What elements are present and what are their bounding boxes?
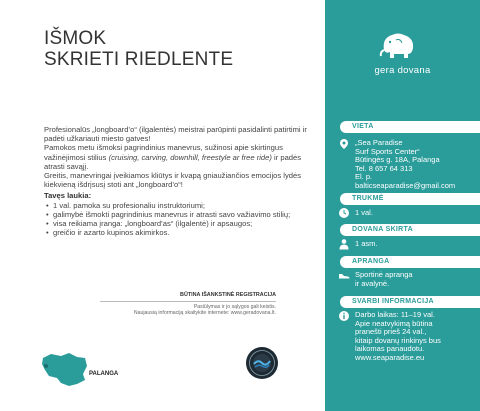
info-line: Surf Sports Center“ [355,146,420,156]
section-header-dovana: DOVANA SKIRTA [340,224,480,236]
section-trukme-value: 1 val. [355,208,373,217]
list-item: • galimybė išmokti pagrindinius manevrus ir atrasti savo važiavimo stilių; [53,210,310,219]
info-line: ir avalynė. [355,278,390,288]
registration-line: Naujausią informaciją skaitykite internete: www.geradovana.lt. [133,310,276,317]
registration-heading: BŪTINA IŠANKSTINĖ REGISTRACIJA [100,292,276,302]
clock-icon [338,207,350,219]
elephant-logo-icon [378,30,418,60]
section-header-trukme: TRUKMĖ [340,193,480,205]
title-line-1: IŠMOK [44,28,107,49]
info-line: pranešti prieš 24 val., [355,327,427,337]
info-line: El. p. [355,172,373,182]
lithuania-map-icon [41,352,89,388]
description-body [44,125,310,237]
email-link[interactable]: balticseaparadise@gmail.com [355,180,456,190]
section-header-vieta: VIETA [340,121,480,133]
person-icon [338,238,350,250]
registration-note [100,292,276,317]
list-item: • greičio ir azarto kupinos akimirkos. [53,228,310,237]
includes-title: Tavęs laukia: [44,191,92,201]
info-line: laikomas panaudotu. [355,344,425,354]
section-vieta-content [355,139,455,191]
list-item: • visa reikiama įranga: „longboard’as“ (ilgalentė) ir apsaugos; [53,219,310,228]
info-line: „Sea Paradise [355,138,403,147]
info-line: Būtingės g. 18A, Palanga [355,155,440,165]
brand-name: gera dovana [374,65,431,76]
styles-list: (cruising, carving, downhill, freestyle ar free ride) [108,152,272,162]
includes-list [44,201,310,238]
section-header-apranga: APRANGA [340,256,480,268]
page-title [44,28,233,70]
info-line: Tel. 8 657 64 313 [355,163,413,173]
section-apranga-content [355,271,413,288]
info-line: kitaip dovanų rinkinys bus [355,335,441,345]
list-item: • 1 val. pamoka su profesionaliu instruktoriumi; [53,201,310,210]
website-link[interactable]: www.seaparadise.eu [355,352,425,362]
sneaker-icon [338,269,350,281]
location-icon [338,138,350,150]
title-line-2: SKRIETI RIEDLENTE [44,49,234,70]
info-line: Darbo laikas: 11–19 val. [355,310,435,319]
seal-badge-icon [245,346,279,380]
info-icon [338,310,350,322]
section-svarbi-content [355,311,441,363]
section-header-svarbi: SVARBI INFORMACIJA [340,296,480,308]
info-line: Apie neatvykimą būtina [355,318,433,328]
description-paragraph: Greitis, manevringai įveikiamos kliūtys ir kvapą gniaužiančios emocijos lydės kiekvieną išdrįsusį stoti ant „longboard’o“! [44,171,302,190]
map-label: PALANGA [89,371,119,377]
section-dovana-value: 1 asm. [355,239,378,248]
description-paragraph: Profesionalūs „longboard’o“ (ilgalentės) meistrai parūpinti pasidalinti patirtimi ir padėti užkariauti miesto gatves! [44,125,307,144]
info-line: Sportinė apranga [355,270,413,279]
registration-line: Pasiūlymas ir jo sąlygos gali keistis. [193,303,276,310]
description-paragraph: Pamokos metu išmoksi pagrindinius manevrus, sužinosi apie skirtingus važinėjimosi stilius (cruising, carving, downhill, freestyle ar free ride) ir padės atrasti savąjį. [44,143,302,171]
